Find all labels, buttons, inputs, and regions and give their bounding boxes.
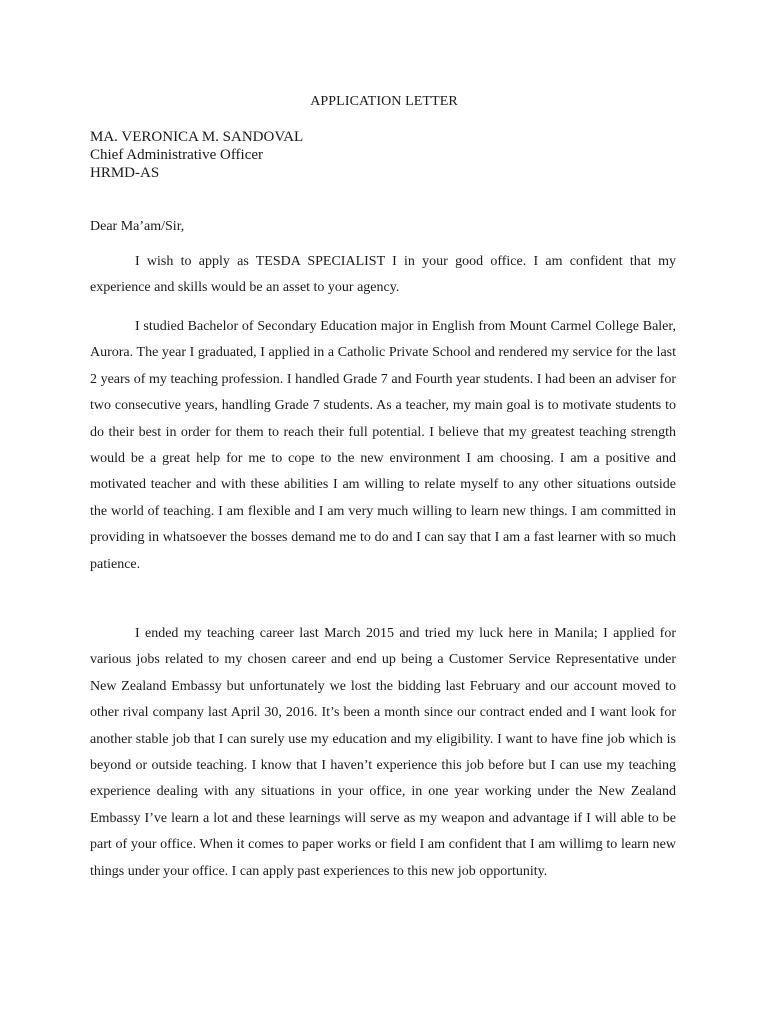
letter-title: APPLICATION LETTER (310, 94, 458, 109)
salutation: Dear Ma’am/Sir, (90, 219, 185, 234)
recipient-block (90, 128, 303, 182)
body-paragraph-1: I wish to apply as TESDA SPECIALIST I in your good office. I am confident that my experience and skills would be an asset to your agency. (90, 254, 676, 296)
recipient-office: HRMD-AS (90, 165, 160, 181)
recipient-position: Chief Administrative Officer (90, 147, 264, 163)
body-paragraph-2: I studied Bachelor of Secondary Education major in English from Mount Carmel College Baler, Aurora. The year I graduated, I applied in a Catholic Private School and rendered my service for the last 2 years of my teaching profession. I handled Grade 7 and Fourth year students. I had been an adviser for two consecutive years, handling Grade 7 students. As a teacher, my main goal is to motivate students to do their best in order for them to reach their full potential. I believe that my greatest teaching strength would be a great help for me to cope to the new environment I am choosing. I am a positive and motivated teacher and with these abilities I am willing to relate myself to any other situations outside the world of teaching. I am flexible and I am very much willing to learn new things. I am committed in providing in whatsoever the bosses demand me to do and I can say that I am a fast learner with so much patience. (90, 319, 676, 572)
recipient-name: MA. VERONICA M. SANDOVAL (90, 129, 304, 145)
body-paragraph-3: I ended my teaching career last March 2015 and tried my luck here in Manila; I applied for various jobs related to my chosen career and end up being a Customer Service Representative under New Zealand Embassy but unfortunately we lost the bidding last February and our account moved to other rival company last April 30, 2016. It’s been a month since our contract ended and I want look for another stable job that I can surely use my education and my eligibility. I want to have fine job which is beyond or outside teaching. I know that I haven’t experience this job before but I can use my teaching experience dealing with any situations in your office, in one year working under the New Zealand Embassy I’ve learn a lot and these learnings will serve as my weapon and advantage if I will able to be part of your office. When it comes to paper works or field I am confident that I am willimg to learn new things under your office. I can apply past experiences to this new job opportunity. (90, 626, 676, 879)
